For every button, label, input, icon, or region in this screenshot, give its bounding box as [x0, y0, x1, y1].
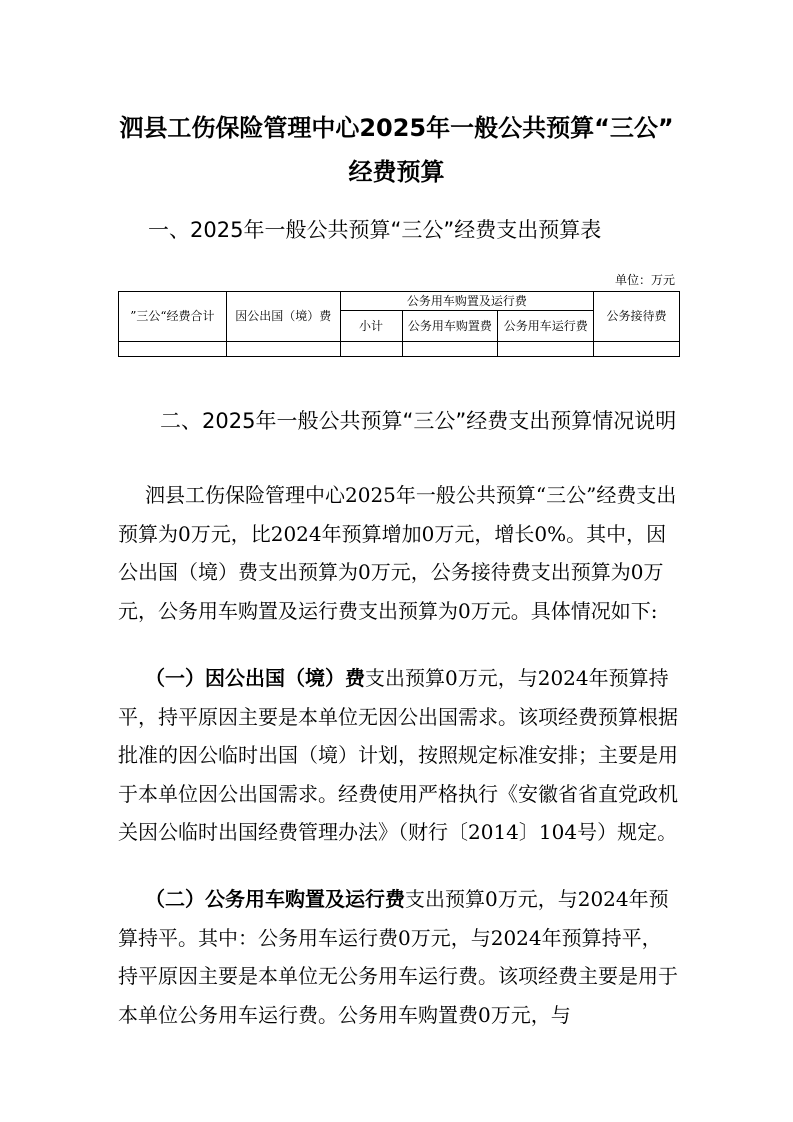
header-operation: 公务用车运行费 — [498, 311, 594, 342]
header-reception: 公务接待费 — [594, 292, 680, 342]
table-cell — [498, 342, 594, 357]
section2-heading: 二、2025年一般公共预算“三公”经费支出预算情况说明 — [160, 409, 677, 433]
header-purchase: 公务用车购置费 — [402, 311, 498, 342]
document-title-line1: 泗县工伤保险管理中心2025年一般公共预算“三公” — [119, 114, 674, 142]
paragraph-vehicle — [118, 880, 678, 1034]
header-vehicle-group: 公务用车购置及运行费 — [340, 292, 593, 311]
paragraph-abroad-text: 支出预算0万元，与2024年预算持平，持平原因主要是本单位无因公出国需求。该项经费预算根据批准的因公临时出国（境）计划，按照规定标准安排；主要是用于本单位因公出国需求。经费使用严格执行《安徽省省直党政机关因公临时出国经费管理办法》（财行〔2014〕104号）规定。 — [118, 666, 678, 844]
table-cell — [594, 342, 680, 357]
document-title-line2: 经费预算 — [348, 158, 445, 186]
table-cell — [119, 342, 227, 357]
paragraph-vehicle-text: 支出预算0万元，与2024年预算持平。其中：公务用车运行费0万元，与2024年预算持平，持平原因主要是本单位无公务用车运行费。该项经费主要是用于本单位公务用车运行费。公务用车购置费0万元，与 — [118, 887, 678, 1027]
table-cell — [402, 342, 498, 357]
header-total: ”三公“经费合计 — [119, 292, 227, 342]
header-subtotal: 小计 — [340, 311, 402, 342]
table-cell — [340, 342, 402, 357]
paragraph-abroad — [118, 659, 678, 852]
table-cell — [226, 342, 340, 357]
paragraph-summary: 泗县工伤保险管理中心2025年一般公共预算“三公”经费支出预算为0万元，比2024年预算增加0万元，增长0%。其中，因公出国（境）费支出预算为0万元，公务接待费支出预算为0万元，公务用车购置及运行费支出预算为0万元。具体情况如下: — [118, 483, 677, 623]
paragraph-abroad-heading: （一）因公出国（境）费 — [145, 666, 365, 690]
header-abroad: 因公出国（境）费 — [226, 292, 340, 342]
paragraph-vehicle-heading: （二）公务用车购置及运行费 — [145, 887, 405, 911]
section1-heading: 一、2025年一般公共预算“三公”经费支出预算表 — [148, 218, 602, 242]
budget-table — [118, 291, 680, 357]
unit-label: 单位：万元 — [614, 273, 675, 287]
table-row — [119, 342, 680, 357]
